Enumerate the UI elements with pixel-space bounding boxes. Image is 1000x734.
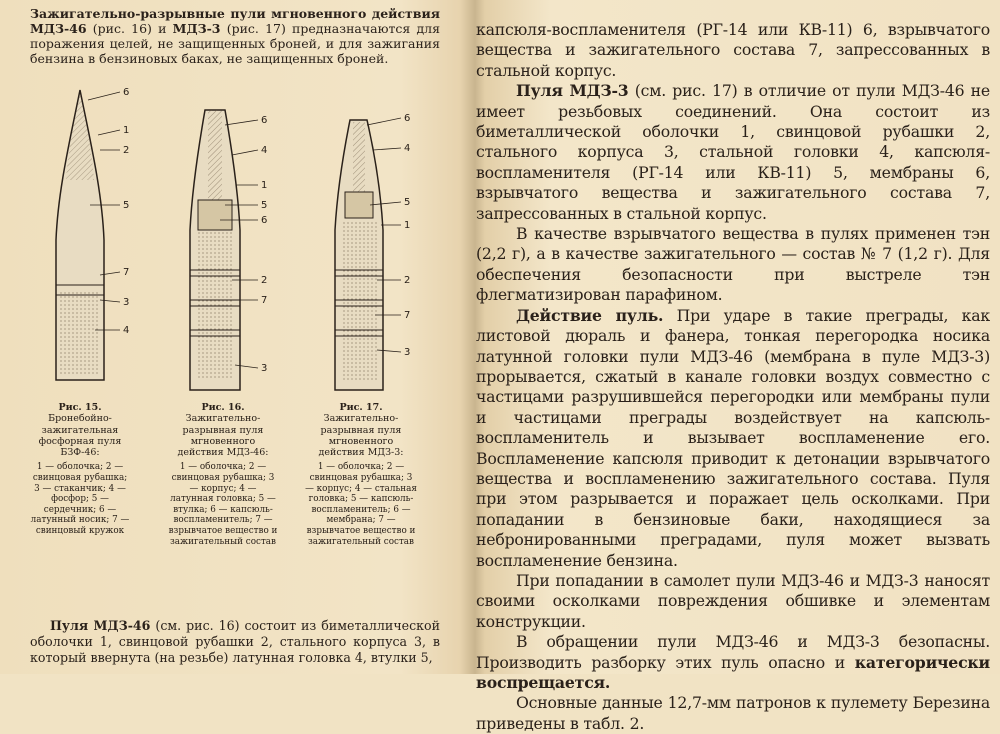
p4-text: При ударе в такие преграды, как листовой дюраль и фанера, тонкая перегородка носика латунной головки пули МДЗ-46 (мембрана в пуле МДЗ-3) прорывается, сжатый в канале головки воздух совместно с частицами разрушившейся перегородки или мембраны пули и частицами преграды воздействует на капсюль-воспламенитель и вызывает воспламенение его. Воспламенение капсюля приводит к детонации взрывчатого вещества и воспламенению зажигательного состава. Пуля при этом разрывается и поражает цель осколками. При попадании в бензиновые баки, находящиеся за небронированными преградами, пуля может вызвать воспламенение бензина. — [476, 305, 990, 570]
fig17-caption-text: Зажигательно-разрывная пуля мгновенного действия МДЗ-3: — [318, 413, 404, 459]
p6-text: В обращении пули МДЗ-46 и МДЗ-3 безопасны. Производить разборку этих пуль опасно и — [476, 632, 990, 672]
fig16-num-7: 7 — [261, 295, 268, 306]
fig16-caption-text: Зажигательно-разрывная пуля мгновенного действия МДЗ-46: — [177, 413, 269, 459]
fig15-num-7: 4 — [123, 325, 130, 336]
paragraph-2 — [476, 81, 990, 224]
fig15-num-6: 3 — [123, 297, 130, 308]
mdz46-bold: Пуля МДЗ-46 — [50, 618, 151, 633]
fig16-num-4: 5 — [261, 200, 268, 211]
intro-text2: (рис. 17) предназначаются для поражения целей, не защищенных броней, и для зажигания бензина в бензиновых баках, не защищенных броней. — [30, 21, 440, 66]
fig16-num-5: 6 — [261, 215, 268, 226]
mdz46-paragraph — [30, 618, 440, 666]
fig16-legend: 1 — оболочка; 2 — свинцовая рубашка; 3 — корпус; 4 — латунная головка; 5 — втулка; 6 — капсюль-воспламенитель; 7 — взрывчатое вещество и зажигательный состав — [168, 462, 278, 547]
fig16-title: Рис. 16. — [201, 402, 245, 413]
fig16-num-8: 3 — [261, 363, 268, 374]
fig16-num-3: 1 — [261, 180, 268, 191]
p6-bold: категорически воспрещается. — [476, 652, 990, 692]
left-page — [0, 0, 470, 674]
fig16-num-1: 6 — [261, 115, 268, 126]
figure-16-drawing — [170, 100, 290, 400]
fig15-num-2: 1 — [123, 125, 130, 136]
p2-text: (см. рис. 17) в отличие от пули МДЗ-46 не имеет резьбовых соединений. Она состоит из биметаллической оболочки 1, свинцовой рубашки 2, стального корпуса 3, стальной головки 4, капсюля-воспламенителя (РГ-14 или КВ-11) 5, мембраны 6, взрывчатого вещества и зажигательного состава 7, запрессованных в стальной корпус. — [476, 81, 990, 223]
fig17-num-5: 2 — [404, 275, 411, 286]
paragraph-6 — [476, 632, 990, 693]
fig17-num-7: 3 — [404, 347, 411, 358]
right-text — [476, 20, 990, 734]
fig15-num-3: 2 — [123, 145, 130, 156]
fig15-legend: 1 — оболочка; 2 — свинцовая рубашка; 3 — стаканчик; 4 — фосфор; 5 — сердечник; 6 — латунный носик; 7 — свинцовый кружок — [30, 462, 130, 537]
p4-bold: Действие пуль. — [516, 305, 664, 325]
paragraph-1: капсюля-воспламенителя (РГ-14 или КВ-11) 6, взрывчатого вещества и зажигательного состава 7, запрессованных в стальной корпус. — [476, 20, 990, 80]
paragraph-5: При попадании в самолет пули МДЗ-46 и МДЗ-3 наносят своими осколками повреждения обшивке и элементам конструкции. — [476, 570, 990, 631]
intro-paragraph — [30, 6, 440, 66]
fig17-title: Рис. 17. — [339, 402, 383, 413]
fig15-num-5: 7 — [123, 267, 130, 278]
intro-bold2: МДЗ-3 — [172, 21, 221, 36]
right-page — [470, 0, 1000, 733]
intro-bold: Зажигательно-разрывные пули мгновенного действия МДЗ-46 — [30, 6, 440, 36]
fig15-num-4: 5 — [123, 200, 130, 211]
p2-bold: Пуля МДЗ-3 — [516, 81, 629, 101]
fig17-legend: 1 — оболочка; 2 — свинцовая рубашка; 3 — корпус; 4 — стальная головка; 5 — капсюль-воспламенитель; 6 — мембрана; 7 — взрывчатое вещество и зажигательный состав — [305, 462, 417, 547]
fig17-num-1: 6 — [404, 113, 411, 124]
figures-area — [0, 80, 470, 600]
fig16-num-2: 4 — [261, 145, 268, 156]
figure-16-caption — [168, 402, 278, 547]
intro-text: (рис. 16) и — [86, 21, 173, 36]
paragraph-3: В качестве взрывчатого вещества в пулях применен тэн (2,2 г), а в качестве зажигательного — состав № 7 (1,2 г). Для обеспечения безопасности при выстреле тэн флегматизирован парафином. — [476, 224, 990, 305]
fig15-num-1: 6 — [123, 87, 130, 98]
fig17-num-2: 4 — [404, 143, 411, 154]
paragraph-7: Основные данные 12,7-мм патронов к пулемету Березина приведены в табл. 2. — [476, 693, 990, 733]
fig17-num-4: 1 — [404, 220, 411, 231]
figure-15-caption — [30, 402, 130, 537]
fig16-num-6: 2 — [261, 275, 268, 286]
figure-17-caption — [305, 402, 417, 547]
fig15-title: Рис. 15. — [58, 402, 102, 413]
mdz46-text: (см. рис. 16) состоит из биметаллической оболочки 1, свинцовой рубашки 2, стального корпуса 3, в который ввернута (на резьбе) латунная головка 4, втулки 5, — [30, 618, 441, 665]
figure-15-drawing — [40, 80, 150, 400]
paragraph-4 — [476, 306, 990, 571]
fig17-num-6: 7 — [404, 310, 411, 321]
fig17-num-3: 5 — [404, 197, 411, 208]
fig15-caption-text: Бронебойно-зажигательная фосфорная пуля БЗФ-46: — [38, 413, 122, 459]
figure-17-drawing — [315, 110, 435, 400]
